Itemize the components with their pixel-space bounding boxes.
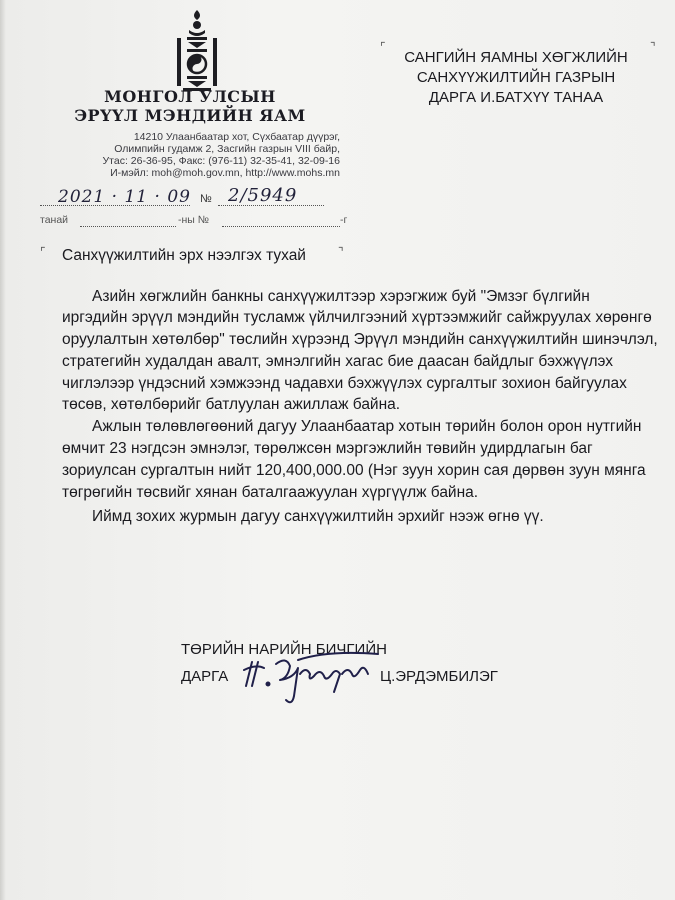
body-paragraph1-line2: иргэдийн эрүүл мэндийн тусламж үйлчилгээний хүртээмжийг сайжруулах хөрөнгө (62, 309, 652, 326)
subject-corner-mark-right: ⌝ (338, 245, 344, 259)
signatory-name: Ц.ЭРДЭМБИЛЭГ (380, 668, 498, 685)
handwritten-date: 2021 · 11 · 09 (58, 187, 191, 207)
address-line1: 14210 Улаанбаатар хот, Сүхбаатар дүүрэг, (133, 131, 340, 143)
ny-number-label: -ны № (178, 214, 210, 226)
ministry-name-line1: МОНГОЛ УЛСЫН (104, 87, 276, 106)
body-paragraph1-line4: стратегийн худалдан авалт, эмнэлгийн хагас бие даасан байдлыг бэхжүүлэх (62, 353, 614, 370)
tanai-date-dotted-line (80, 226, 176, 227)
tanai-number-dotted-line (222, 226, 340, 227)
recipient-line1: САНГИЙН ЯАМНЫ ХӨГЖЛИЙН (404, 49, 628, 66)
address-phone-line: Утас: 26-36-95, Факс: (976-11) 32-35-41, 32-09-16 (102, 155, 340, 167)
tanai-label: танай (40, 214, 69, 226)
date-dotted-line (40, 205, 190, 206)
number-dotted-line (218, 205, 324, 206)
handwritten-signature (238, 640, 388, 710)
signatory-title-line1: ТӨРИЙН НАРИЙН БИЧГИЙН (181, 641, 387, 658)
recipient-corner-mark-left: ⌜ (380, 40, 386, 54)
g-label: -г (340, 214, 348, 226)
body-paragraph2-line4: төгрөгийн төсвийг хянан баталгаажуулан хүргүүлж байна. (62, 484, 479, 501)
recipient-corner-mark-right: ⌝ (650, 40, 656, 54)
soyombo-emblem-icon (168, 8, 226, 92)
body-paragraph1-line5: чиглэлээр үндэсний хэмжээнд чадавхи бэхжүүлэх сургалтыг зохион байгуулах (62, 375, 627, 392)
number-label: № (200, 193, 212, 205)
ministry-name-line2: ЭРҮҮЛ МЭНДИЙН ЯАМ (74, 106, 306, 125)
subject-corner-mark-left: ⌜ (40, 245, 46, 259)
page-edge-shadow (0, 0, 6, 900)
recipient-line2: САНХҮҮЖИЛТИЙН ГАЗРЫН (416, 69, 616, 86)
body-paragraph2-line1: Ажлын төлөвлөгөөний дагуу Улаанбаатар хотын төрийн болон орон нутгийн (92, 418, 642, 435)
body-paragraph1-line1: Азийн хөгжлийн банкны санхүүжилтээр хэрэгжиж буй "Эмзэг бүлгийн (92, 288, 590, 305)
address-line2: Олимпийн гудамж 2, Засгийн газрын VIII байр, (114, 143, 340, 155)
body-paragraph1-line6: төсөв, хөтөлбөрийг батлуулан ажиллаж байна. (62, 396, 401, 413)
recipient-line3: ДАРГА И.БАТХҮҮ ТАНАА (428, 89, 604, 106)
body-paragraph3-line1: Иймд зохих журмын дагуу санхүүжилтийн эрхийг нээж өгнө үү. (92, 508, 544, 525)
body-paragraph1-line3: оруулалтын хөтөлбөр" төслийн хүрээнд Эрүүл мэндийн санхүүжилтийн шинэчлэл, (62, 331, 658, 348)
handwritten-document-number: 2/5949 (228, 185, 298, 206)
subject-line: Санхүүжилтийн эрх нээлгэх тухай (62, 247, 306, 264)
body-paragraph2-line3: зориулсан сургалтын нийт 120,400,000.00 (Нэг зуун хорин сая дөрвөн зуун мянга (62, 462, 646, 479)
body-paragraph2-line2: өмчит 23 нэгдсэн эмнэлэг, төрөлжсөн мэргэжлийн төвийн удирдлагын баг (62, 440, 593, 457)
signatory-title-line2: ДАРГА (181, 668, 229, 685)
address-email-line: И-мэйл: moh@moh.gov.mn, http://www.mohs.mn (110, 167, 340, 179)
